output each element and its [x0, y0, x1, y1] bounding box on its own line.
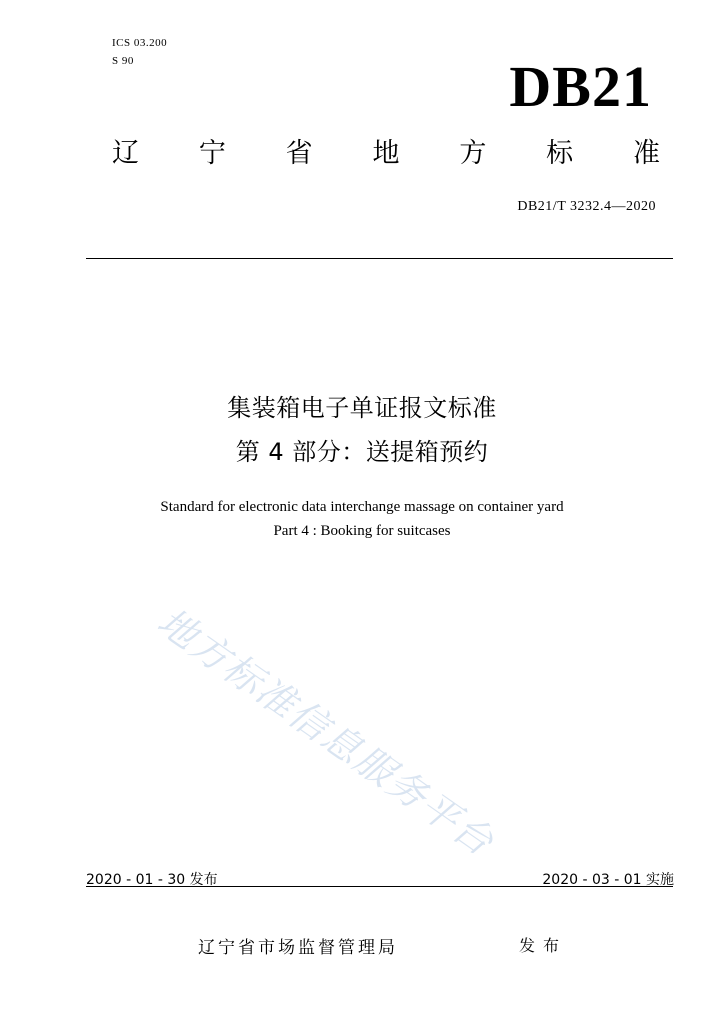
standard-number: DB21/T 3232.4—2020	[517, 199, 656, 214]
standard-type-char: 辽	[112, 138, 139, 169]
ccs-code: S 90	[112, 55, 134, 67]
watermark: 地方标准信息服务平台	[149, 599, 503, 865]
publish-label: 发布	[519, 936, 568, 955]
standard-type-char: 准	[632, 138, 660, 169]
publisher-name: 辽宁省市场监督管理局	[198, 938, 398, 958]
bottom-divider	[86, 886, 673, 887]
standard-type-char: 宁	[198, 138, 226, 169]
issue-date: 2020 - 01 - 30 发布	[86, 872, 218, 888]
standard-type-heading	[112, 140, 660, 167]
db21-logo: DB21	[509, 54, 652, 119]
top-divider	[86, 258, 673, 259]
ics-code: ICS 03.200	[112, 37, 168, 49]
standard-type-char: 标	[546, 138, 574, 169]
title-cn-line1: 集装箱电子单证报文标准	[227, 394, 497, 422]
standard-type-char: 省	[285, 138, 313, 169]
standard-type-char: 地	[372, 138, 400, 169]
implement-date: 2020 - 03 - 01 实施	[542, 872, 674, 888]
title-cn-line2: 第 4 部分：送提箱预约	[235, 438, 489, 466]
standard-type-char: 方	[459, 138, 487, 169]
title-en-line2: Part 4 : Booking for suitcases	[273, 523, 451, 539]
title-en-line1: Standard for electronic data interchange massage on container yard	[160, 499, 564, 515]
